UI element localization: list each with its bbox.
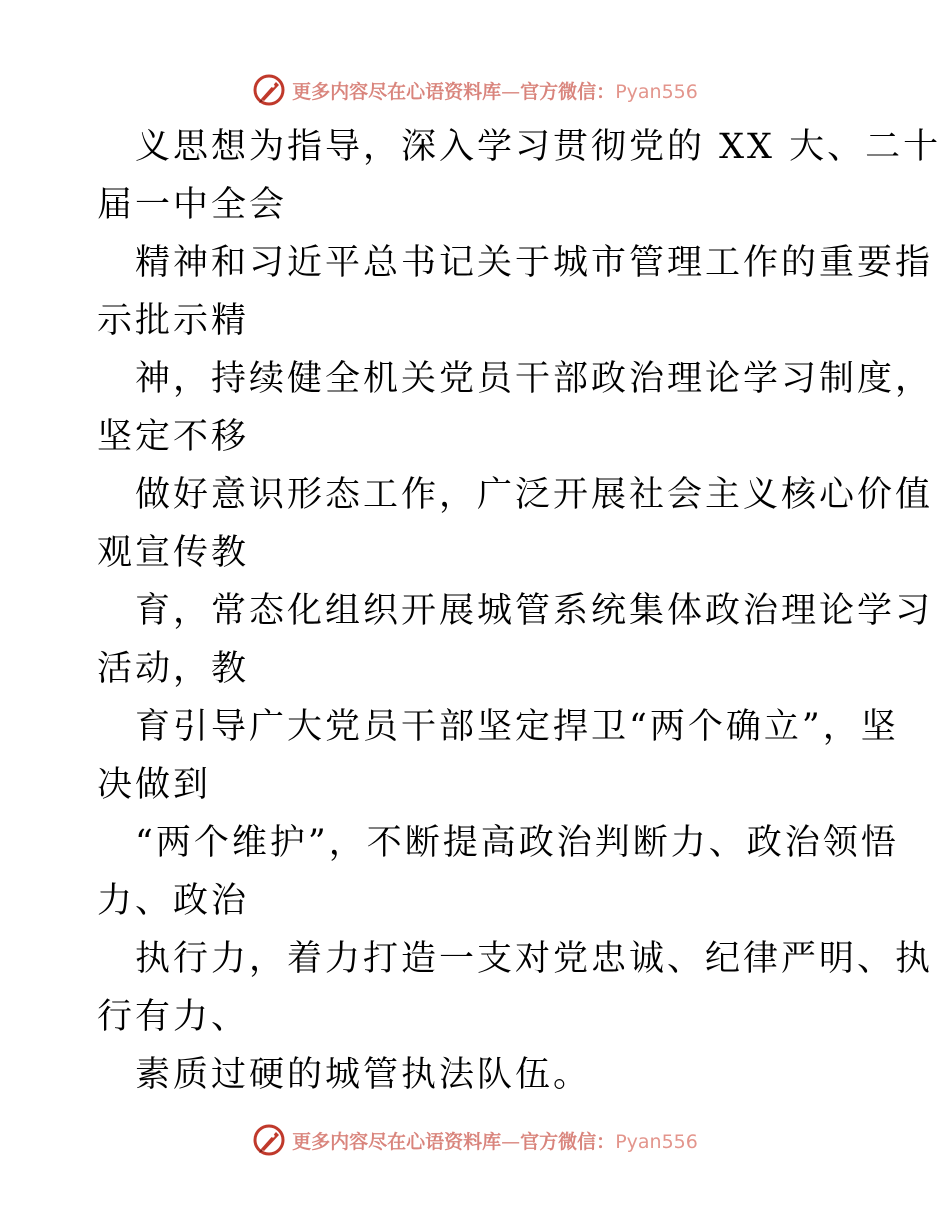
body-line: 坚定不移 xyxy=(97,417,250,457)
footer-watermark xyxy=(252,1123,698,1157)
body-line: 观宣传教 xyxy=(97,533,250,573)
body-line: 神，持续健全机关党员干部政治理论学习制度， xyxy=(135,359,934,399)
footer-banner-suffix: 官方微信： xyxy=(520,1130,616,1153)
header-banner-handle: Pyan556 xyxy=(615,80,698,103)
body-line: 决做到 xyxy=(97,765,212,805)
body-line: 精神和习近平总书记关于城市管理工作的重要指 xyxy=(135,243,934,283)
body-line: 活动，教 xyxy=(97,649,250,689)
body-line: 行有力、 xyxy=(97,997,250,1037)
pen-logo-icon xyxy=(252,73,286,107)
header-banner-suffix: 官方微信： xyxy=(520,80,616,103)
body-line: 届一中全会 xyxy=(97,185,288,225)
body-line: “两个维护”，不断提高政治判断力、政治领悟 xyxy=(135,823,899,863)
footer-banner-text xyxy=(292,1127,698,1154)
header-banner-main: 更多内容尽在心语资料库 xyxy=(292,80,502,103)
body-line: 执行力，着力打造一支对党忠诚、纪律严明、执 xyxy=(135,939,934,979)
body-line: 育引导广大党员干部坚定捍卫“两个确立”，坚 xyxy=(135,707,899,747)
pen-logo-icon xyxy=(252,1123,286,1157)
page-header-banner xyxy=(0,70,950,110)
header-banner-separator: — xyxy=(501,80,521,103)
header-banner-text xyxy=(292,77,698,104)
footer-banner-separator: — xyxy=(501,1130,521,1153)
page-footer-banner xyxy=(0,1120,950,1160)
header-watermark xyxy=(252,73,698,107)
body-line: 育，常态化组织开展城管系统集体政治理论学习 xyxy=(135,591,934,631)
body-line: 做好意识形态工作，广泛开展社会主义核心价值 xyxy=(135,475,934,515)
document-body xyxy=(97,118,942,1104)
body-line: 素质过硬的城管执法队伍。 xyxy=(135,1055,592,1095)
footer-banner-handle: Pyan556 xyxy=(615,1130,698,1153)
body-line: 示批示精 xyxy=(97,301,250,341)
body-line: 力、政治 xyxy=(97,881,250,921)
body-line: 义思想为指导，深入学习贯彻党的 XX 大、二十 xyxy=(135,127,942,167)
footer-banner-main: 更多内容尽在心语资料库 xyxy=(292,1130,502,1153)
